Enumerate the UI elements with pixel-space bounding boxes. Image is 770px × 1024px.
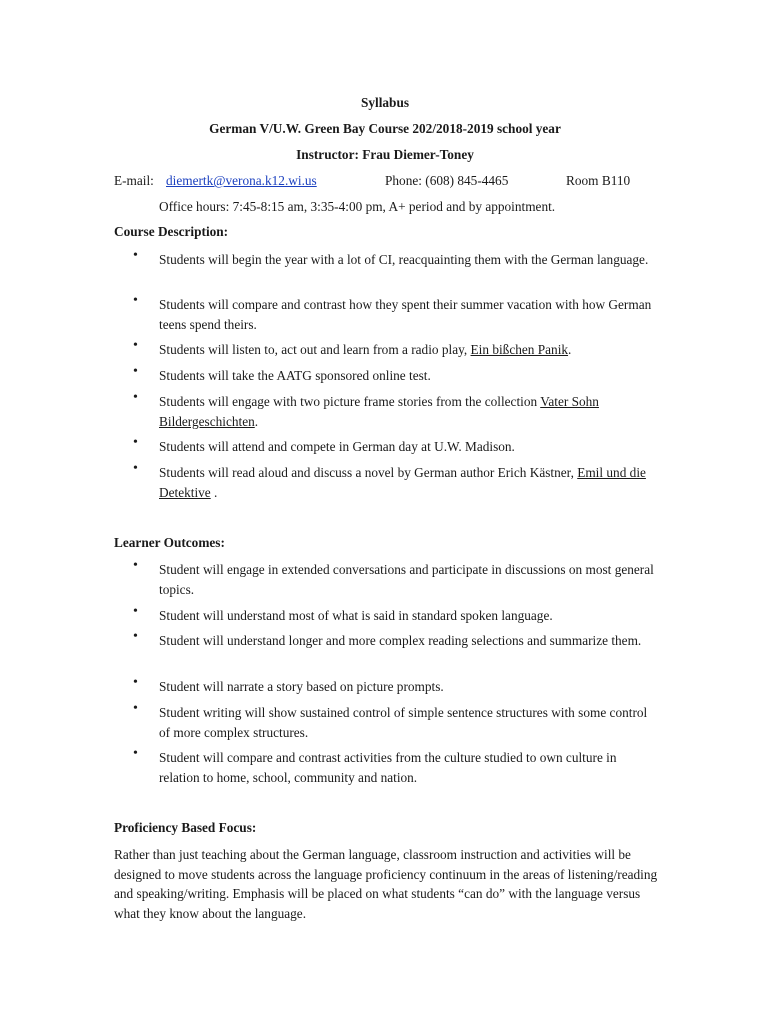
list-item-text: Students will begin the year with a lot of CI, reacquainting them with the German language. — [159, 252, 649, 267]
radio-play-title: Ein bißchen Panik — [470, 342, 569, 357]
list-item-text: Student will narrate a story based on picture prompts. — [159, 679, 444, 694]
proficiency-heading: Proficiency Based Focus: — [114, 820, 257, 835]
bullet-icon: • — [133, 248, 138, 263]
bullet-icon: • — [133, 338, 138, 353]
list-item-text: Students will compare and contrast how they spent their summer vacation with how German teens spend theirs. — [159, 297, 652, 332]
list-item-text: Students will take the AATG sponsored online test. — [159, 368, 431, 383]
collection-title: Vater Sohn Bildergeschichten — [159, 394, 599, 429]
list-item-text: Student writing will show sustained control of simple sentence structures with some control of more complex structures. — [159, 705, 648, 740]
bullet-icon: • — [133, 390, 138, 405]
email-label: E-mail: — [114, 173, 154, 188]
bullet-icon: • — [133, 435, 138, 450]
bullet-icon: • — [133, 364, 138, 379]
bullet-icon: • — [133, 675, 138, 690]
novel-title: Emil und die Detektive — [159, 465, 646, 500]
list-item-text: Students will attend and compete in German day at U.W. Madison. — [159, 439, 515, 454]
list-item-text: Student will compare and contrast activities from the culture studied to own culture in relation to home, school, community and nation. — [159, 750, 617, 785]
room-text: Room B110 — [566, 173, 631, 188]
proficiency-body: Rather than just teaching about the German language, classroom instruction and activities will be designed to move students across the language proficiency continuum in the areas of listening/reading and speaking/writing. Emphasis will be placed on what students “can do” with the language versus what they know about the language. — [114, 847, 658, 921]
learner-outcomes-heading: Learner Outcomes: — [114, 535, 225, 550]
list-item-text: Students will listen to, act out and learn from a radio play, Ein bißchen Panik. — [159, 342, 572, 357]
bullet-icon: • — [133, 461, 138, 476]
list-item-text: Students will engage with two picture frame stories from the collection Vater Sohn Bildergeschichten. — [159, 394, 599, 429]
email-link[interactable]: diemertk@verona.k12.wi.us — [166, 173, 317, 188]
list-item-text: Student will understand most of what is said in standard spoken language. — [159, 608, 553, 623]
page-title: Syllabus — [360, 95, 410, 110]
course-description-heading: Course Description: — [114, 224, 229, 239]
list-item-text: Student will understand longer and more complex reading selections and summarize them. — [159, 633, 642, 648]
phone-text: Phone: (608) 845-4465 — [385, 173, 509, 188]
bullet-icon: • — [133, 558, 138, 573]
bullet-icon: • — [133, 604, 138, 619]
instructor-line: Instructor: Frau Diemer-Toney — [296, 147, 474, 162]
list-item-text: Student will engage in extended conversations and participate in discussions on most general topics. — [159, 562, 654, 597]
bullet-icon: • — [133, 746, 138, 761]
course-title: German V/U.W. Green Bay Course 202/2018-2019 school year — [209, 121, 561, 136]
bullet-icon: • — [133, 293, 138, 308]
office-hours: Office hours: 7:45-8:15 am, 3:35-4:00 pm, A+ period and by appointment. — [159, 199, 556, 214]
bullet-icon: • — [133, 629, 138, 644]
bullet-icon: • — [133, 701, 138, 716]
list-item-text: Students will read aloud and discuss a novel by German author Erich Kästner, Emil und die Detektive . — [159, 465, 646, 500]
